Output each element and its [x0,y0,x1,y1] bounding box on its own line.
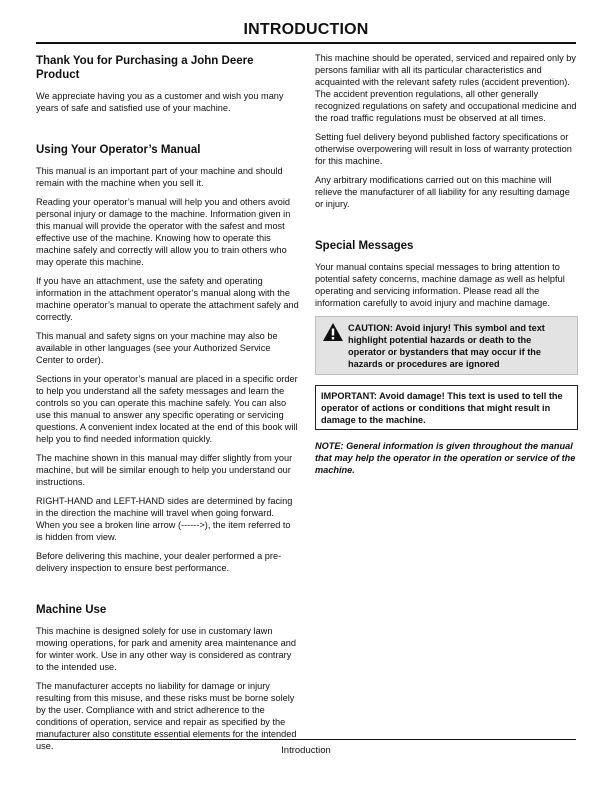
machine-use-paragraph: This machine is designed solely for use in customary lawn mowing operations, for park and amenity area maintenance and for winter work. Use in any other way is considered as contrary to the intended use. [36,626,296,672]
manual-paragraph: Sections in your operator’s manual are placed in a specific order to help you understand all the safety messages and learn the controls so you can operate this machine safely. You can also use this manual to answer any specific operating or servicing questions. A convenient index located at the end of this book will help you to find needed information quickly. [36,374,298,444]
manual-paragraph: If you have an attachment, use the safety and operating information in the attachment operator’s manual along with the machine operator’s manual to operate the attachment safely and correctly. [36,276,299,322]
page-title: INTRODUCTION [243,21,369,38]
title-divider [36,42,576,44]
special-messages-intro: Your manual contains special messages to bring attention to potential safety concerns, machine damage as well as helpful operating and servicing information. Please read all the information carefully to avoid injury and machine damage. [315,262,565,308]
manual-paragraph: The machine shown in this manual may differ slightly from your machine, but will be similar enough to help you understand our instructions. [36,453,293,487]
thank-you-paragraph: We appreciate having you as a customer and wish you many years of safe and satisfied use of your machine. [36,91,284,113]
machine-use-paragraph: This machine should be operated, serviced and repaired only by persons familiar with all its particular characteristics and acquainted with the relevant safety rules (accident prevention). The accident prevention regulations, all other generally recognized regulations on safety and occupational medicine and the road traffic regulations must be observed at all times. [315,53,577,123]
operators-manual-heading: Using Your Operator’s Manual [36,144,201,156]
manual-paragraph: Reading your operator’s manual will help you and others avoid personal injury or damage to the machine. Information given in this manual will provide the operator with the safest and most effective use of the machine. Knowing how to operate this machine safely and correctly will allow you to train others who may operate this machine. [36,197,291,267]
manual-paragraph: This manual and safety signs on your machine may also be available in other languages (see your Authorized Service Center to order). [36,331,278,365]
manual-paragraph: RIGHT-HAND and LEFT-HAND sides are determined by facing in the direction the machine will travel when going forward. When you see a broken line arrow (------>), the item referred to is hidden from view. [36,496,293,542]
machine-use-paragraph: Setting fuel delivery beyond published factory specifications or otherwise overpowering will result in loss of warranty protection for this machine. [315,132,572,166]
special-messages-heading: Special Messages [315,240,414,252]
footer-divider [36,739,576,740]
right-column [315,52,578,476]
machine-use-paragraph: The manufacturer accepts no liability for damage or injury resulting from this misuse, and these risks must be borne solely by the user. Compliance with and strict adherence to the conditions of operation, service and repair as specified by the manufacturer also constitute essential elements for the intended use. [36,681,297,751]
warning-triangle-icon [322,322,344,342]
thank-you-heading: Thank You for Purchasing a John Deere Product [36,55,254,81]
caution-text: CAUTION: Avoid injury! This symbol and text highlight potential hazards or death to the operator or bystanders that may occur if the hazards or procedures are ignored [348,323,545,369]
footer-label: Introduction [281,745,331,756]
important-box: IMPORTANT: Avoid damage! This text is used to tell the operator of actions or conditions that might result in damage to the machine. [315,385,578,430]
caution-box [315,316,578,375]
note-text: NOTE: General information is given throughout the manual that may help the operator in the operation or service of the machine. [315,441,576,475]
manual-paragraph: Before delivering this machine, your dealer performed a pre-delivery inspection to ensure best performance. [36,551,282,573]
manual-paragraph: This manual is an important part of your machine and should remain with the machine when you sell it. [36,166,283,188]
left-column [36,52,299,759]
machine-use-heading: Machine Use [36,604,107,616]
machine-use-paragraph: Any arbitrary modifications carried out on this machine will relieve the manufacturer of all liability for any resulting damage or injury. [315,175,570,209]
